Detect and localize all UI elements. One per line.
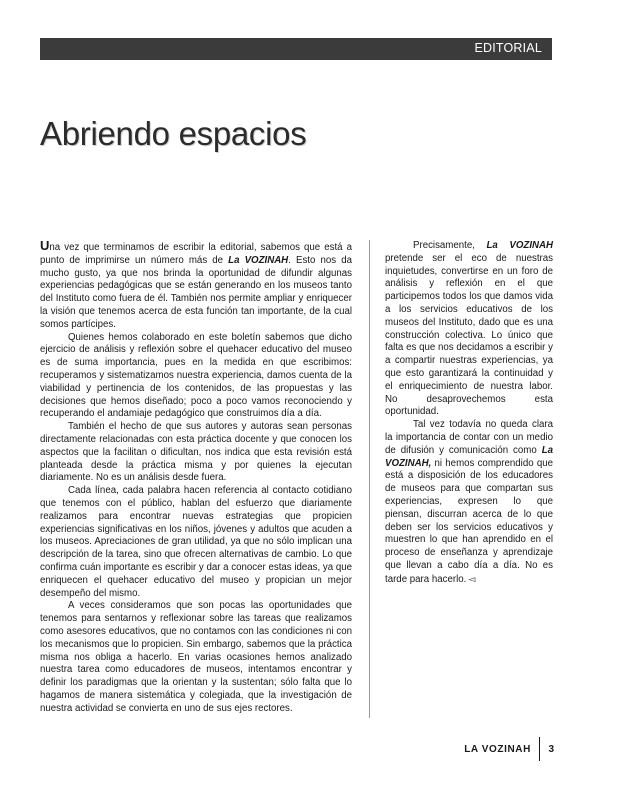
paragraph: A veces consideramos que son pocas las oportunidades que tenemos para sentarnos y reflexionar sobre las tareas que realizamos como asesores educativos, que no contamos con las condiciones ni con los mecanismos que lo propicien. Sin embargo, sabemos que la práctica misma nos obliga a hacerlo. En varias ocasiones hemos analizado nuestra tarea como educadores de museos, intentamos encontrar y definir los paradigmas que la orientan y la sustentan; sólo falta que lo hagamos de manera sistemática y colegiada, que la investigación de nuestra actividad se convierta en uno de sus ejes rectores. <box>40 600 352 714</box>
paragraph-text: . Esto nos da mucho gusto, ya que nos brinda la oportunidad de difundir algunas experiencias pedagógicas que se están generando en los museos tanto del Instituto como fuera de él. También nos permite ampliar y enriquecer la visión que tenemos acerca de esta función tan importante, de la cual somos partícipes. <box>40 254 352 330</box>
paragraph <box>385 419 553 586</box>
paragraph: Cada línea, cada palabra hacen referencia al contacto cotidiano que tenemos con el público, hablan del esfuerzo que diariamente realizamos para encontrar nuevas estrategias que propicien experiencias significativas en los niños, jóvenes y adultos que acuden a los museos. Apreciaciones de gran utilidad, ya que no sólo implican una descripción de la tarea, sino que ofrecen alternativas de cambio. Lo que confirma cuán importante es escribir y dar a conocer estas ideas, ya que enriquecen el quehacer educativo del museo y propician un mejor desempeño del mismo. <box>40 485 352 599</box>
article-right-column <box>385 240 553 587</box>
column-divider <box>369 240 370 718</box>
footer-separator <box>539 737 541 761</box>
publication-name: La VOZINAH <box>228 254 289 266</box>
paragraph-text: pretende ser el eco de nuestras inquietudes, convertirse en un foro de análisis y reflexión en el que participemos todos los que damos vida a los servicios educativos de los museos del Instituto, dado que es una construcción colectiva. Lo único que falta es que nos decidamos a escribir y a compartir nuestras experiencias, ya que esto garantizará la continuidad y el enriquecimiento de nuestra labor. No desaprovechemos esta oportunidad. <box>385 252 553 418</box>
page-footer <box>464 737 554 761</box>
article-title: Abriendo espacios <box>40 115 307 152</box>
end-mark-icon: ◅ <box>468 573 476 584</box>
publication-name: La VOZINAH, <box>385 444 553 469</box>
paragraph-text: Tal vez todavía no queda clara la importancia de contar con un medio de difusión y comunicación como <box>385 419 553 456</box>
paragraph-text: ni hemos comprendido que está a disposición de los educadores de museos para que compartan sus experiencias, expresen lo que piensan, discurran acerca de lo que deben ser los servicios educativos y muestren lo que han aprendido en el proceso de enseñanza y aprendizaje que llevan a cabo día a día. No es tarde para hacerlo. <box>385 457 553 585</box>
section-header-band <box>40 38 552 60</box>
paragraph: También el hecho de que sus autores y autoras sean personas directamente relacionadas con esta práctica docente y que conocen los aspectos que la facilitan o dificultan, nos indica que esta revisión está planteada desde la práctica misma y por quienes la ejecutan diariamente. No es un análisis desde fuera. <box>40 421 352 484</box>
paragraph <box>40 240 352 332</box>
article-left-column <box>40 240 352 715</box>
drop-cap: U <box>40 238 50 253</box>
paragraph: Quienes hemos colaborado en este boletín sabemos que dicho ejercicio de análisis y reflexión sobre el quehacer educativo del museo es de suma importancia, pues en la medida en que escribimos: recuperamos y sistematizamos nuestra experiencia, damos cuenta de la viabilidad y pertinencia de los contenidos, de las propuestas y las decisiones que hemos diseñado; poco a poco vamos reconociendo y recuperando el andamiaje pedagógico que construimos día a día. <box>40 331 352 420</box>
section-label: EDITORIAL <box>474 41 542 55</box>
paragraph-text: Precisamente, <box>413 240 487 251</box>
paragraph <box>385 240 553 419</box>
footer-publication-name: LA VOZINAH <box>464 743 531 755</box>
publication-name: La VOZINAH <box>486 240 553 251</box>
paragraph-text: na vez que terminamos de escribir la editorial, sabemos que está a punto de imprimirse un número más de <box>40 242 352 266</box>
page-number: 3 <box>548 743 554 755</box>
